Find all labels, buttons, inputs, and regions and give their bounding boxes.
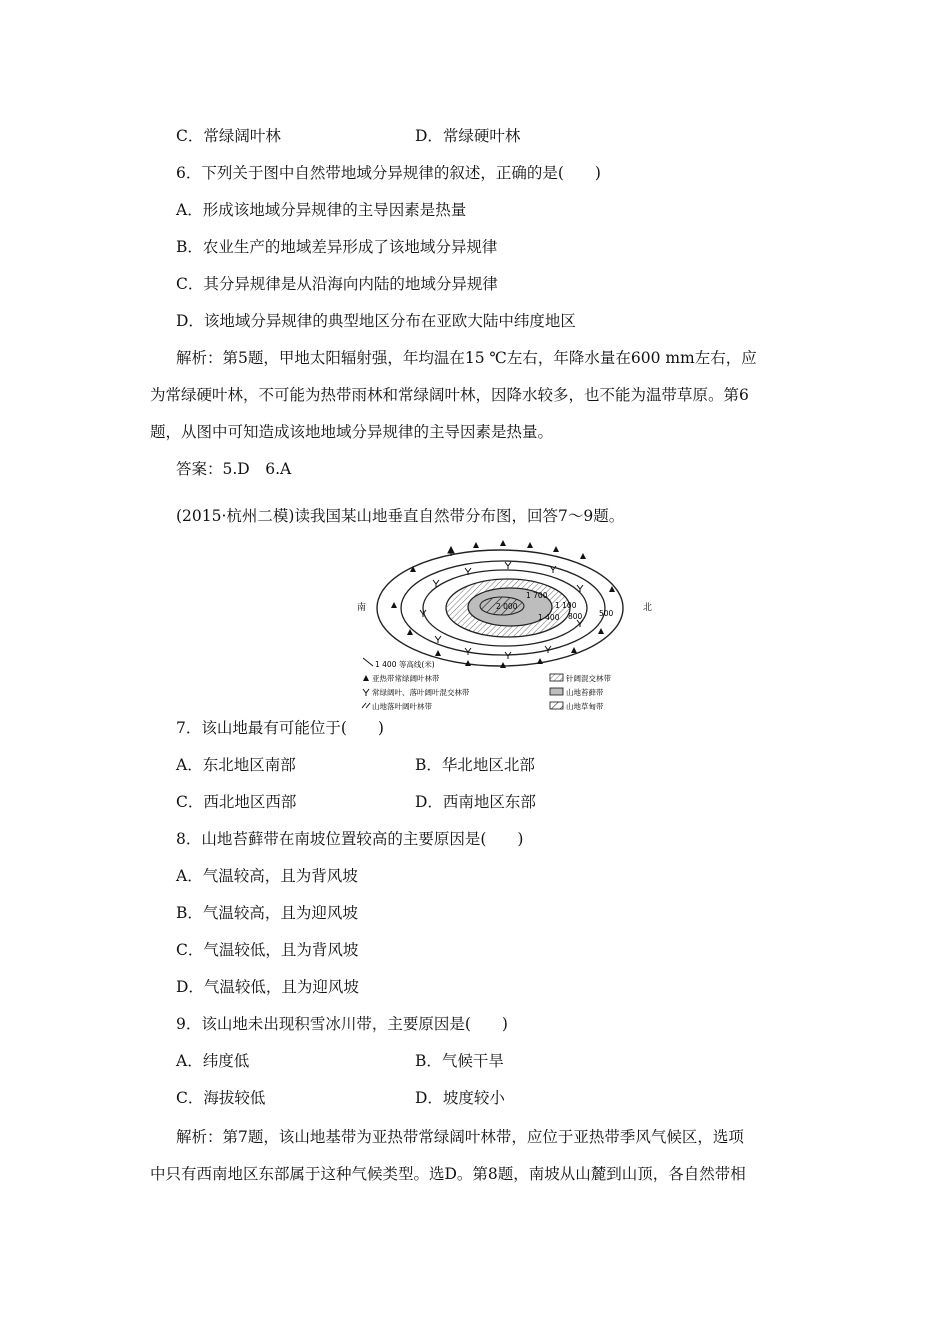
- q5-option-d: D．常绿硬叶林: [415, 127, 521, 145]
- mountain-vegetation-map: [355, 540, 655, 716]
- q8-option-d: D．气温较低，且为迎风坡: [176, 978, 359, 996]
- elevation-500-label: 500: [599, 609, 614, 618]
- q8-option-a: A．气温较高，且为背风坡: [176, 867, 358, 885]
- analysis-2-line-1: 解析：第7题，该山地基带为亚热带常绿阔叶林带，应位于亚热带季风气候区，选项: [176, 1128, 744, 1146]
- answer-1: 答案：5.D 6.A: [176, 460, 292, 478]
- south-label: 南: [357, 603, 367, 613]
- legend-evergreen-icon: [363, 675, 369, 681]
- legend-meadow: 山地草甸带: [566, 702, 604, 711]
- analysis-1-line-2: 为常绿硬叶林，不可能为热带雨林和常绿阔叶林，因降水较多，也不能为温带草原。第6: [150, 386, 749, 404]
- analysis-2-line-2: 中只有西南地区东部属于这种气候类型。选D。第8题，南坡从山麓到山顶，各自然带相: [150, 1165, 746, 1183]
- q7-stem: 7．该山地最有可能位于( ): [176, 719, 384, 737]
- q6-option-d: D．该地域分异规律的典型地区分布在亚欧大陆中纬度地区: [176, 312, 576, 330]
- legend-moss: 山地苔藓带: [566, 688, 604, 697]
- elevation-1400-label: 1 400: [538, 613, 560, 622]
- figure-intro: (2015·杭州二模)读我国某山地垂直自然带分布图，回答7～9题。: [176, 507, 625, 525]
- analysis-1-line-1: 解析：第5题，甲地太阳辐射强，年均温在15 ℃左右，年降水量在600 mm左右，应: [176, 349, 757, 367]
- legend-meadow-swatch: [550, 702, 563, 709]
- legend-conifer-swatch: [550, 674, 563, 681]
- legend-deciduous-icon: [362, 703, 370, 708]
- q8-option-b: B．气温较高，且为迎风坡: [176, 904, 358, 922]
- q9-stem: 9．该山地未出现积雪冰川带，主要原因是( ): [176, 1015, 508, 1033]
- q7-option-b: B．华北地区北部: [415, 756, 535, 774]
- north-label: 北: [643, 603, 653, 613]
- q9-option-b: B．气候干旱: [415, 1052, 504, 1070]
- q9-option-c: C．海拔较低: [176, 1089, 266, 1107]
- analysis-1-line-3: 题，从图中可知造成该地地域分异规律的主导因素是热量。: [150, 423, 554, 441]
- q9-option-d: D．坡度较小: [415, 1089, 505, 1107]
- elevation-1100-label: 1 100: [555, 601, 577, 610]
- legend-deciduous: 山地落叶阔叶林带: [372, 702, 432, 711]
- q6-stem: 6．下列关于图中自然带地域分异规律的叙述，正确的是( ): [176, 164, 601, 182]
- legend-moss-swatch: [550, 688, 563, 695]
- q7-option-d: D．西南地区东部: [415, 793, 536, 811]
- legend-mixed: 常绿阔叶、落叶阔叶混交林带: [372, 688, 470, 697]
- q7-option-c: C．西北地区西部: [176, 793, 297, 811]
- legend-conifer: 针阔混交林带: [566, 674, 611, 683]
- q7-option-a: A．东北地区南部: [176, 756, 296, 774]
- q6-option-c: C．其分异规律是从沿海向内陆的地域分异规律: [176, 275, 498, 293]
- elevation-1700-label: 1 700: [526, 591, 548, 600]
- q6-option-b: B．农业生产的地域差异形成了该地域分异规律: [176, 238, 498, 256]
- q5-option-c: C．常绿阔叶林: [176, 127, 281, 145]
- elevation-2000-label: 2 000: [496, 602, 518, 611]
- legend-mixed-icon: [363, 689, 369, 696]
- legend-contour: 1 400 等高线(米): [375, 660, 435, 669]
- q8-option-c: C．气温较低，且为背风坡: [176, 941, 359, 959]
- legend-evergreen: 亚热带常绿阔叶林带: [372, 674, 440, 683]
- q9-option-a: A．纬度低: [176, 1052, 250, 1070]
- elevation-800-label: 800: [568, 612, 583, 621]
- q6-option-a: A．形成该地域分异规律的主导因素是热量: [176, 201, 467, 219]
- q8-stem: 8．山地苔藓带在南坡位置较高的主要原因是( ): [176, 830, 524, 848]
